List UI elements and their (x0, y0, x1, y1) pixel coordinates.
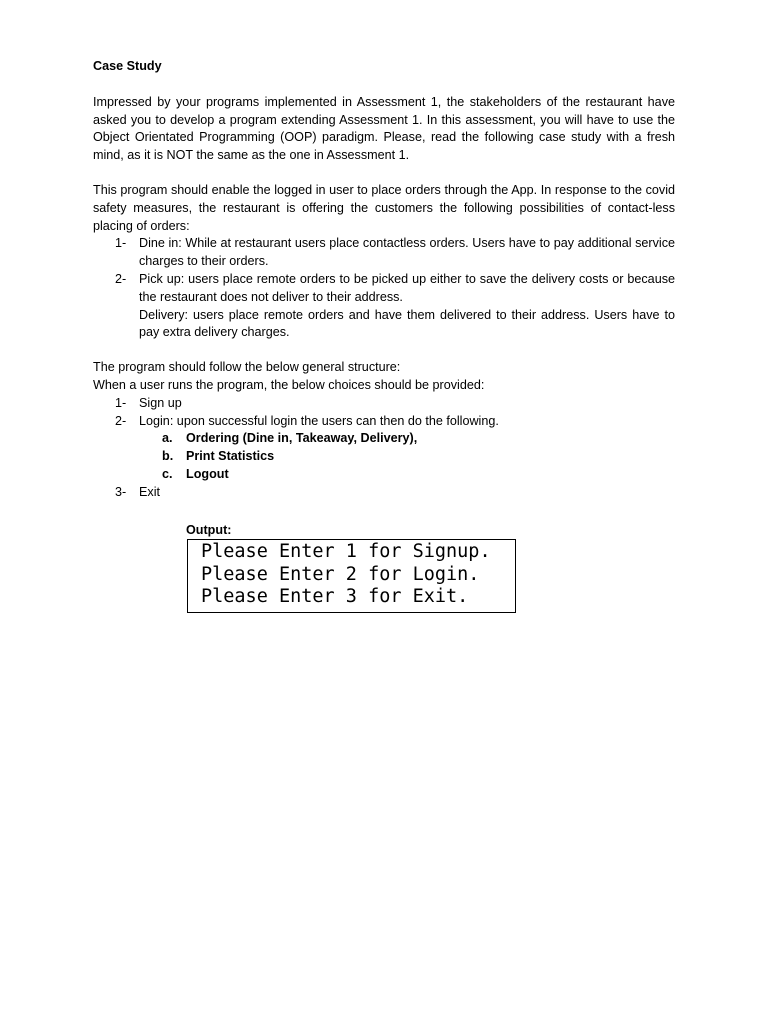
output-label: Output: (186, 523, 232, 537)
sub-list-item (93, 466, 675, 484)
list-text: Login: upon successful login the users can then do the following. (139, 413, 499, 428)
sub-list-text: Ordering (Dine in, Takeaway, Delivery), (186, 431, 418, 446)
list-number: 1- (115, 395, 127, 410)
list-item (93, 484, 675, 502)
list-number: 2- (115, 413, 127, 428)
login-sub-list (93, 430, 675, 483)
console-line: Please Enter 2 for Login. (201, 563, 480, 585)
sub-list-letter: a. (162, 431, 173, 446)
sub-list-text: Logout (186, 466, 229, 481)
ordering-options-list (93, 235, 675, 342)
list-text: Pick up: users place remote orders to be picked up either to save the delivery costs or because the restaurant does not deliver to their address. (139, 271, 675, 304)
sub-list-item (93, 448, 675, 466)
sub-list-letter: c. (162, 466, 173, 481)
intro-paragraph: Impressed by your programs implemented in Assessment 1, the stakeholders of the restaurant have asked you to develop a program extending Assessment 1. In this assessment, you will have to use the Object Orientated Programming (OOP) paradigm. Please, read the following case study with a fresh mind, as it is NOT the same as the one in Assessment 1. (93, 94, 675, 163)
list-item (93, 271, 675, 307)
console-line: Please Enter 3 for Exit. (201, 586, 469, 607)
program-choices-list (93, 395, 675, 502)
list-number: 2- (115, 271, 127, 286)
list-text: Sign up (139, 395, 182, 410)
list-text: Dine in: While at restaurant users place contactless orders. Users have to pay additional service charges to their orders. (139, 236, 675, 269)
structure-line: When a user runs the program, the below choices should be provided: (93, 377, 485, 392)
list-number: 1- (115, 236, 127, 251)
sub-list-text: Print Statistics (186, 449, 275, 464)
list-text: Exit (139, 484, 160, 499)
list-item-continuation: Delivery: users place remote orders and have them delivered to their address. Users have to pay extra delivery charges. (139, 307, 675, 340)
console-line: Please Enter 1 for Signup. (201, 541, 491, 562)
list-number: 3- (115, 484, 127, 499)
console-output-box (187, 539, 516, 613)
structure-line: The program should follow the below general structure: (93, 360, 401, 375)
list-item (93, 395, 675, 413)
list-item (93, 413, 675, 431)
sub-list-letter: b. (162, 449, 174, 464)
sub-list-item (93, 430, 675, 448)
document-title: Case Study (93, 59, 162, 73)
document-page (93, 58, 675, 502)
login-sub-list-wrapper (93, 430, 675, 483)
program-paragraph: This program should enable the logged in user to place orders through the App. In response to the covid safety measures, the restaurant is offering the customers the following possibilities of contact-less placing of orders: (93, 182, 675, 233)
list-item (93, 235, 675, 271)
